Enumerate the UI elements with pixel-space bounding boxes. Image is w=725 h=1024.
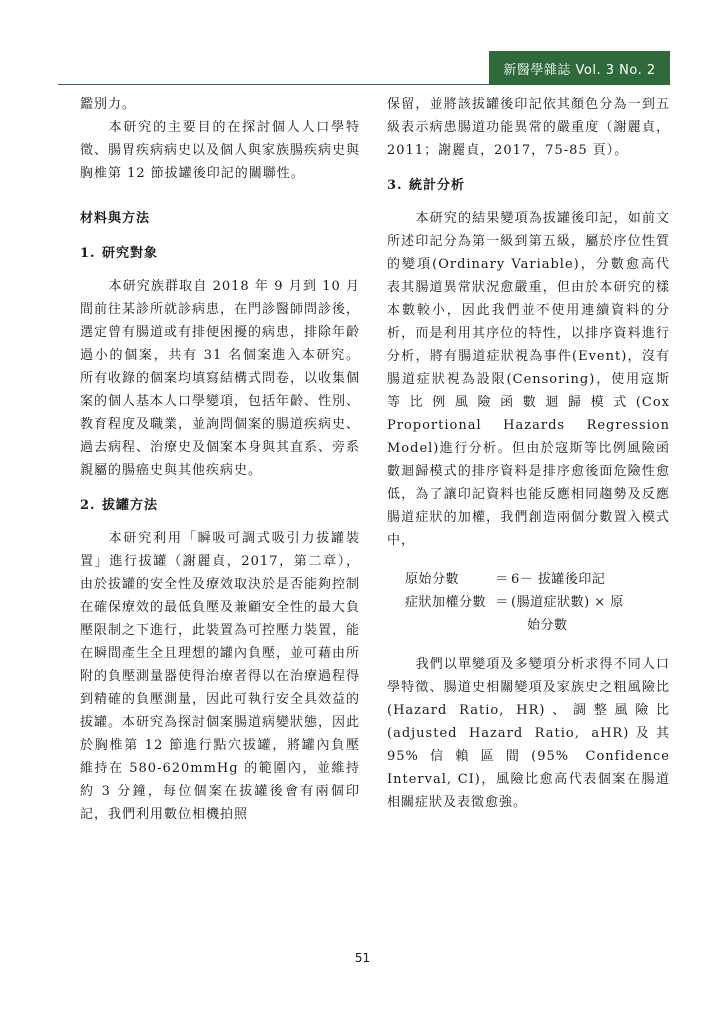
paragraph-purpose: 本研究的主要目的在探討個人人口學特徵、腸胃疾病病史以及個人與家族腸疾病史與胸椎第 12 節拔罐後印記的關聯性。 — [80, 120, 361, 181]
paragraph-cupping-method: 本研究利用「瞬吸可調式吸引力拔罐裝置」進行拔罐（謝麗貞，2017，第二章），由於拔罐的安全性及療效取決於是否能夠控制在確保療效的最低負壓及兼顧安全性的最大負壓限制之下進行，此裝置為可控壓力裝置，能在瞬間產生全且理想的罐內負壓，並可藉由所附的負壓測量器使得治療者得以在治療過程得到精確的負壓測量，因此可執行安全具效益的拔罐。本研究為探討個案腸道病變狀態，因此於胸椎第 12 節進行點穴拔罐，將罐內負壓維持在 580-620mmHg 的範圍內，並維持約 3 分鐘，每位個案在拔罐後會有兩個印記，我們利用數位相機拍照 — [80, 531, 361, 822]
formula-equals: ＝ — [495, 595, 509, 610]
paragraph-continuation: 保留，並將該拔罐後印記依其顏色分為一到五級表示病患腸道功能異常的嚴重度（謝麗貞，2011；謝麗貞，2017，75-85 頁）。 — [387, 97, 670, 158]
section-number: 1. — [80, 246, 96, 261]
formula-weighted-score — [387, 591, 670, 614]
formula-expression: (腸道症狀數) × 原 — [511, 595, 624, 610]
section-heading-subjects — [80, 242, 360, 265]
formula-expression: 6－ 拔罐後印記 — [511, 572, 606, 587]
section-heading-methods: 材料與方法 — [80, 211, 151, 226]
formula-continuation: 始分數 — [527, 618, 568, 633]
paragraph-continuation: 鑑別力。 — [80, 97, 137, 112]
section-heading-cupping-method — [80, 494, 360, 517]
formula-label: 症狀加權分數 — [405, 595, 487, 610]
right-column — [387, 93, 670, 814]
page-number: 51 — [354, 951, 371, 965]
section-number: 3. — [387, 178, 403, 193]
section-heading-statistics — [387, 174, 670, 197]
section-title: 拔罐方法 — [102, 498, 159, 513]
section-title: 統計分析 — [409, 178, 466, 193]
section-title: 研究對象 — [102, 246, 159, 261]
left-column — [80, 93, 360, 826]
paragraph-subjects: 本研究族群取自 2018 年 9 月到 10 月間前往某診所就診病患，在門診醫師問診後，選定曾有腸道或有排便困擾的病患，排除年齡過小的個案，共有 31 名個案進入本研究。所有收錄的個案均填寫結構式問卷，以收集個案的個人基本人口學變項，包括年齡、性別、教育程度及職業，並詢問個案的腸道疾病史、過去病程、治療史及個案本身與其直系、旁系親屬的腸癌史與其他疾病史。 — [80, 279, 361, 478]
paragraph-statistics: 本研究的結果變項為拔罐後印記，如前文所述印記分為第一級到第五級，屬於序位性質的變項(Ordinary Variable)，分數愈高代表其腸道異常狀況愈嚴重，但由於本研究的樣本數較小，因此我們並不使用連續資料的分析，而是利用其序位的特性，以排序資料進行分析，將有腸道症狀視為事件(Event)，沒有腸道症狀視為設限(Censoring)，使用寇斯等比例風險函數迴歸模式(Cox Proportional Hazards Regression Model)進行分析。但由於寇斯等比例風險函數迴歸模式的排序資料是排序愈後面危險性愈低，為了讓印記資料也能反應相同趨勢及反應腸道症狀的加權，我們創造兩個分數置入模式中， — [387, 211, 670, 548]
paragraph-analysis-results: 我們以單變項及多變項分析求得不同人口學特徵、腸道史相關變項及家族史之粗風險比(Hazard Ratio, HR)、調整風險比(adjusted Hazard Ratio, aHR)及其 95%信賴區間(95% Confidence Interval, CI)，風險比愈高代表個案在腸道相關症狀及表徵愈強。 — [387, 657, 670, 810]
formula-label: 原始分數 — [405, 572, 460, 587]
score-formulas — [387, 568, 670, 637]
header-divider — [58, 84, 670, 85]
formula-raw-score — [387, 568, 670, 591]
journal-title: 新醫學雜誌 Vol. 3 No. 2 — [503, 62, 656, 78]
section-number: 2. — [80, 498, 96, 513]
formula-equals: ＝ — [495, 572, 509, 587]
journal-header-band — [489, 51, 670, 85]
